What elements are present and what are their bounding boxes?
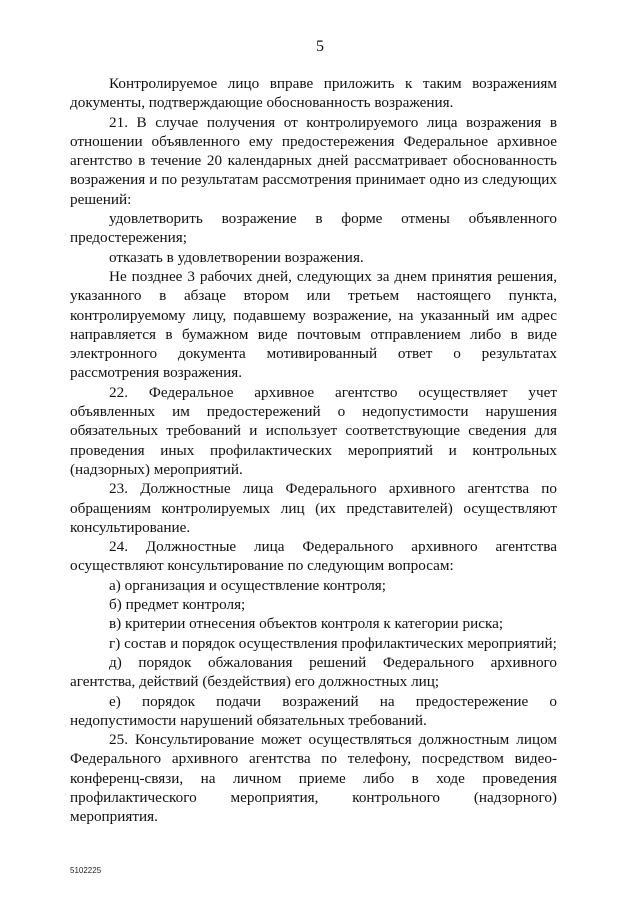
paragraph-decision-satisfy: удовлетворить возражение в форме отмены объявленного предостережения; (70, 210, 557, 247)
list-item-e: е) порядок подачи возражений на предостережение о недопустимости нарушений обязательных требований. (70, 692, 557, 729)
footer-document-code: 5102225 (70, 866, 102, 875)
paragraph-25: 25. Консультирование может осуществляться должностным лицом Федерального архивного агентства по телефону, посредством видео-конференц-связи, на личном приеме либо в ходе проведения профилактического мероприятия, контрольного (надзорного) мероприятия. (70, 731, 557, 826)
page-number: 5 (316, 38, 324, 55)
list-item-v: в) критерии отнесения объектов контроля к категории риска; (109, 615, 504, 633)
list-item-a: а) организация и осуществление контроля; (109, 576, 387, 594)
paragraph-22: 22. Федеральное архивное агентство осуществляет учет объявленных им предостережений о недопустимости нарушения обязательных требований и использует соответствующие сведения для проведения иных профилактических мероприятий и контрольных (надзорных) мероприятий. (70, 383, 557, 478)
paragraph-decision-refuse: отказать в удовлетворении возражения. (109, 248, 364, 266)
document-body (70, 74, 557, 827)
paragraph-24: 24. Должностные лица Федерального архивного агентства осуществляют консультирование по следующим вопросам: (70, 538, 557, 575)
paragraph-21: 21. В случае получения от контролируемого лица возражения в отношении объявленного ему предостережения Федеральное архивное агентство в течение 20 календарных дней рассматривает обоснованность возражения и по результатам рассмотрения принимает одно из следующих решений: (70, 113, 557, 208)
list-item-b: б) предмет контроля; (109, 596, 246, 614)
list-item-d: д) порядок обжалования решений Федерального архивного агентства, действий (бездействия) его должностных лиц; (70, 653, 557, 691)
list-item-g: г) состав и порядок осуществления профилактических мероприятий; (109, 634, 557, 652)
paragraph-attachments: Контролируемое лицо вправе приложить к таким возражениям документы, подтверждающие обоснованность возражения. (70, 75, 557, 112)
paragraph-23: 23. Должностные лица Федерального архивного агентства по обращениям контролируемых лиц (их представителей) осуществляют консультирование. (70, 480, 557, 536)
paragraph-response-deadline: Не позднее 3 рабочих дней, следующих за днем принятия решения, указанного в абзаце втором или третьем настоящего пункта, контролируемому лицу, подавшему возражение, на указанный им адрес направляется в бумажном виде почтовым отправлением либо в виде электронного документа мотивированный ответ о результатах рассмотрения возражения. (70, 267, 557, 382)
